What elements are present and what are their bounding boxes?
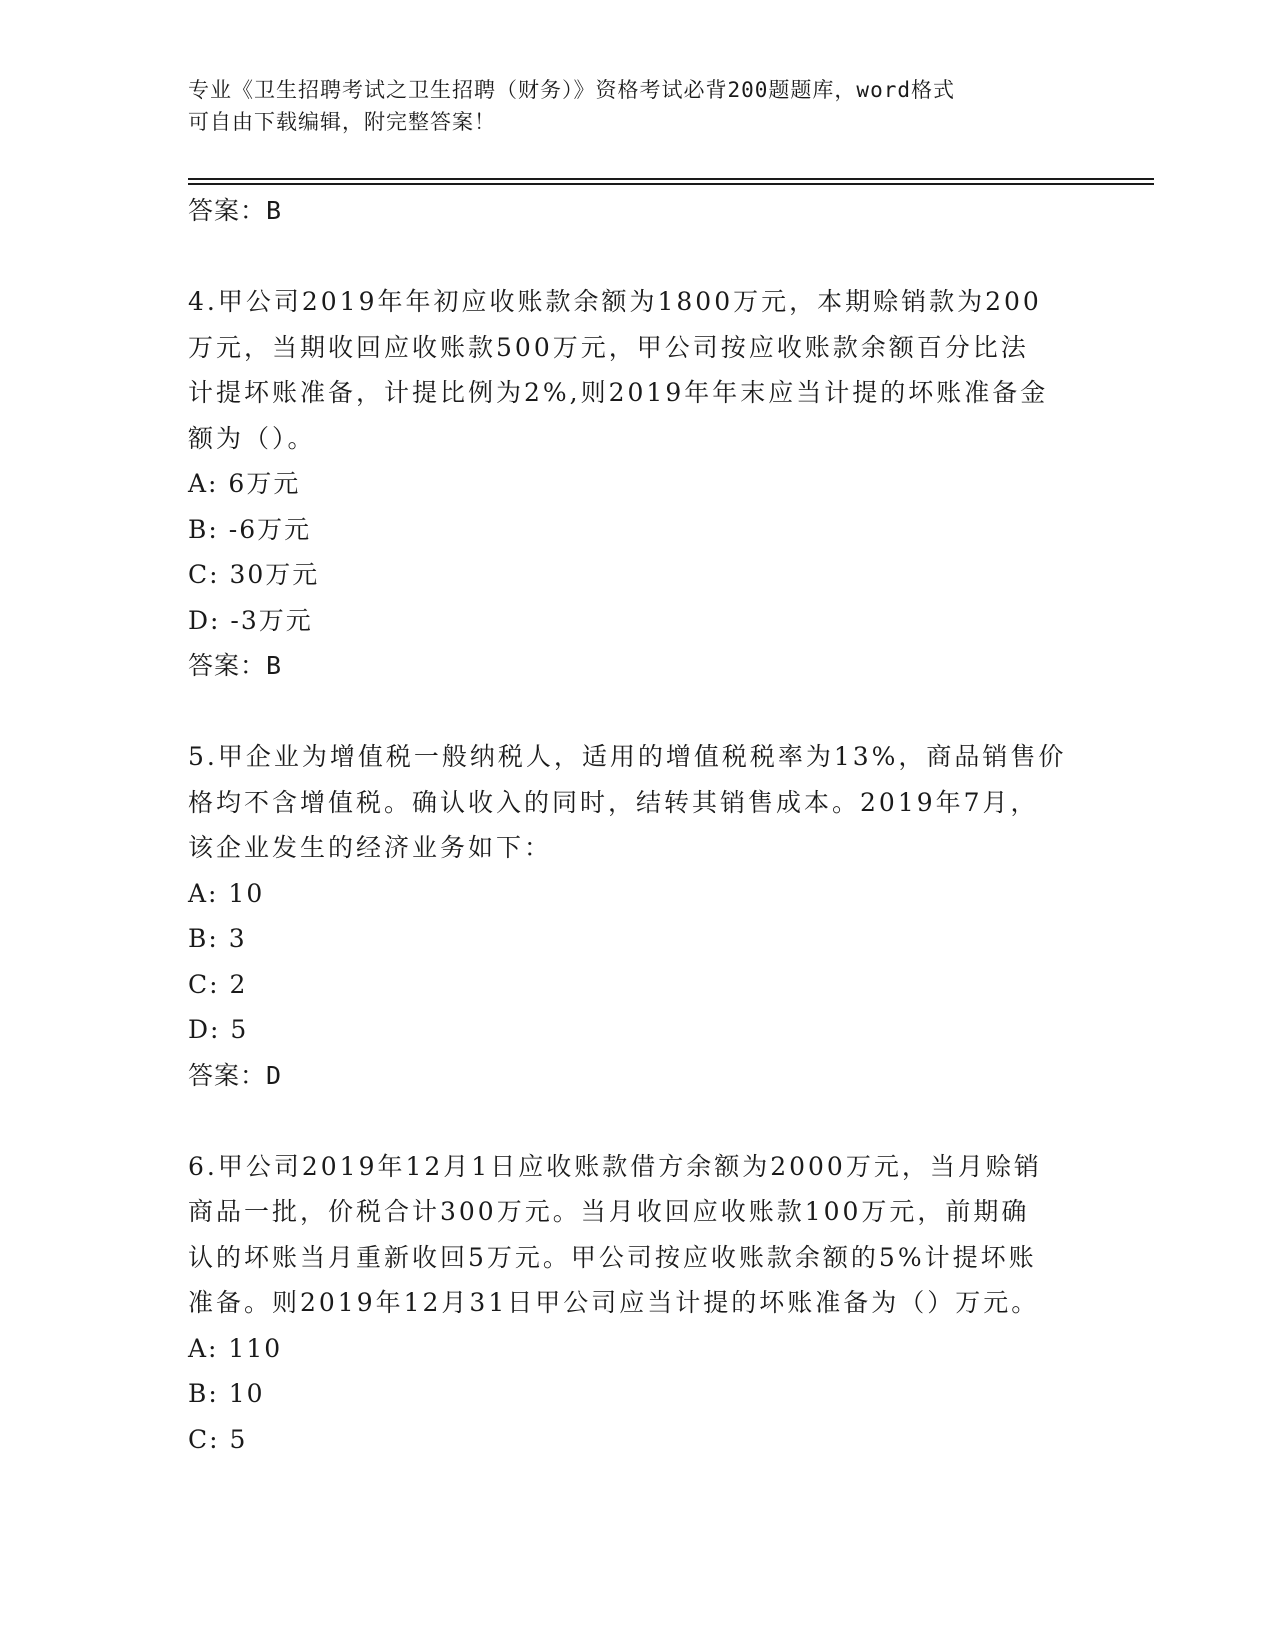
question-5-answer: 答案：D: [188, 1060, 283, 1090]
question-4-line-4: 额为（）。: [188, 423, 316, 453]
question-6: [188, 1144, 1088, 1463]
header-divider-top: [188, 178, 1154, 180]
spacer: [188, 234, 1088, 279]
answer-previous-question: 答案：B: [188, 196, 283, 225]
spacer: [188, 689, 1088, 734]
question-4-option-d: D: -3万元: [188, 605, 313, 635]
page-header: [188, 74, 1068, 138]
question-6-option-a: A: 110: [188, 1333, 283, 1363]
header-title-line-2: 可自由下载编辑，附完整答案！: [188, 110, 496, 134]
question-5-option-b: B: 3: [188, 924, 247, 953]
question-4-text: [188, 279, 1088, 461]
question-5-line-2: 格均不含增值税。确认收入的同时，结转其销售成本。2019年7月，: [188, 787, 1039, 817]
question-5-line-1: 5.甲企业为增值税一般纳税人，适用的增值税税率为13%，商品销售价: [188, 742, 1067, 771]
question-4-option-b: B: -6万元: [188, 514, 312, 544]
question-list: [188, 188, 1088, 1462]
spacer: [188, 1099, 1088, 1144]
question-5-text: [188, 734, 1088, 871]
question-6-option-b: B: 10: [188, 1379, 265, 1408]
question-5-line-3: 该企业发生的经济业务如下：: [188, 833, 553, 862]
question-6-line-3: 认的坏账当月重新收回5万元。甲公司按应收账款余额的5%计提坏账: [188, 1242, 1037, 1272]
question-5-option-a: A: 10: [188, 878, 265, 908]
question-6-text: [188, 1144, 1088, 1326]
question-6-line-4: 准备。则2019年12月31日甲公司应当计提的坏账准备为（）万元。: [188, 1288, 1040, 1317]
question-4-option-c: C: 30万元: [188, 560, 320, 589]
question-6-line-1: 6.甲公司2019年12月1日应收账款借方余额为2000万元，当月赊销: [188, 1151, 1042, 1181]
question-4-option-a: A: 6万元: [188, 469, 301, 498]
question-4-line-1: 4.甲公司2019年年初应收账款余额为1800万元，本期赊销款为200: [188, 287, 1042, 316]
question-4-line-3: 计提坏账准备，计提比例为2%,则2019年年末应当计提的坏账准备金: [188, 378, 1049, 407]
question-4-answer: 答案：B: [188, 651, 283, 680]
question-5-option-c: C: 2: [188, 969, 248, 999]
question-5: [188, 734, 1088, 1099]
question-5-option-d: D: 5: [188, 1015, 249, 1044]
header-title-line-1: 专业《卫生招聘考试之卫生招聘（财务）》资格考试必背200题题库，word格式: [188, 78, 955, 102]
question-4-line-2: 万元，当期收回应收账款500万元，甲公司按应收账款余额百分比法: [188, 332, 1029, 362]
question-6-option-c: C: 5: [188, 1424, 248, 1454]
question-6-line-2: 商品一批，价税合计300万元。当月收回应收账款100万元，前期确: [188, 1197, 1030, 1226]
question-4: [188, 279, 1088, 689]
header-divider-bottom: [188, 183, 1154, 185]
